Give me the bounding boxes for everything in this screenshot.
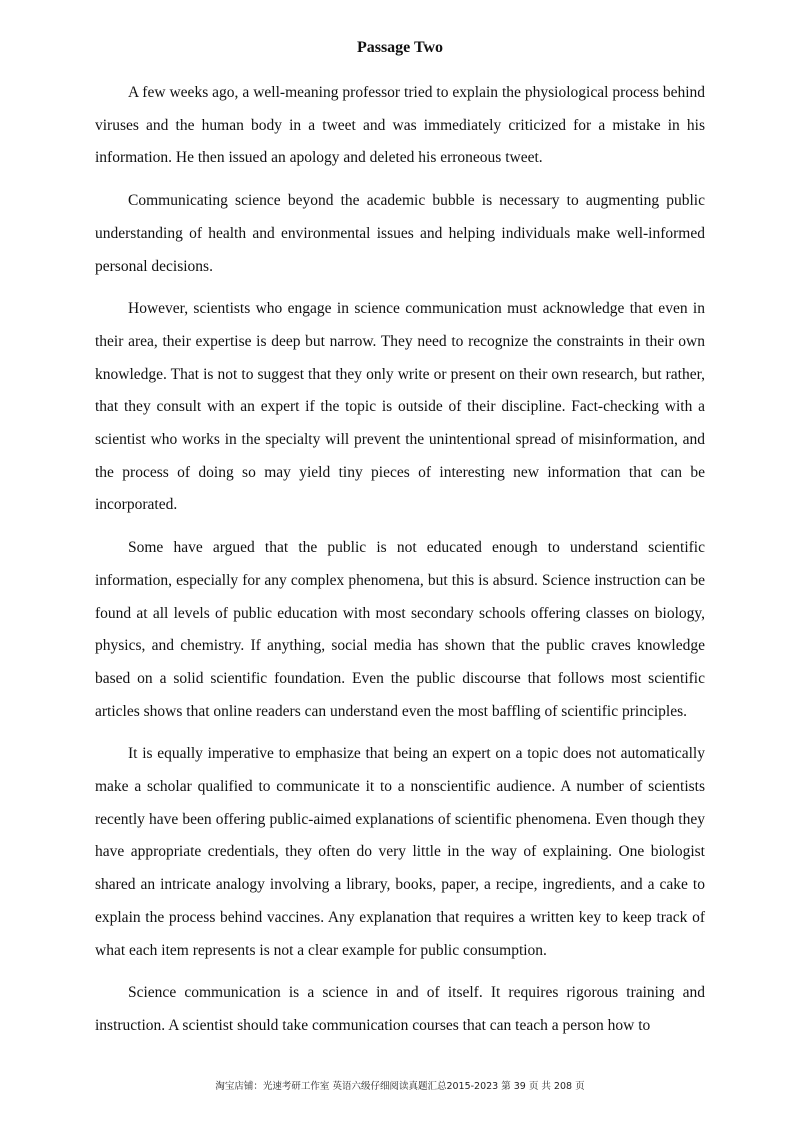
- passage-title: Passage Two: [356, 39, 444, 56]
- paragraph-2: Communicating science beyond the academic bubble is necessary to augmenting public understanding of health and environmental issues and helping individuals make well-informed personal decisions.: [95, 192, 705, 275]
- paragraph-6: Science communication is a science in and of itself. It requires rigorous training and instruction. A scientist should take communication courses that can teach a person how to: [95, 984, 705, 1034]
- paragraph-3: However, scientists who engage in science communication must acknowledge that even in their area, their expertise is deep but narrow. They need to recognize the constraints in their own knowledge. That is not to suggest that they only write or present on their own research, but rather, that they consult with an expert if the topic is outside of their discipline. Fact-checking with a scientist who works in the specialty will prevent the unintentional spread of misinformation, and the process of doing so may yield tiny pieces of interesting new information that can be incorporated.: [95, 300, 705, 514]
- passage-body: [95, 77, 705, 1053]
- paragraph-1: A few weeks ago, a well-meaning professor tried to explain the physiological process behind viruses and the human body in a tweet and was immediately criticized for a mistake in his information. He then issued an apology and deleted his erroneous tweet.: [95, 84, 705, 167]
- paragraph-5: It is equally imperative to emphasize that being an expert on a topic does not automatically make a scholar qualified to communicate it to a nonscientific audience. A number of scientists recently have been offering public-aimed explanations of scientific phenomena. Even though they have appropriate credentials, they often do very little in the way of explaining. One biologist shared an intricate analogy involving a library, books, paper, a recipe, ingredients, and a cake to explain the process behind vaccines. Any explanation that requires a written key to keep track of what each item represents is not a clear example for public consumption.: [95, 745, 705, 959]
- page-footer: 淘宝店铺：光速考研工作室 英语六级仔细阅读真题汇总2015-2023 第 39 页 共 208 页: [215, 1081, 585, 1092]
- paragraph-4: Some have argued that the public is not educated enough to understand scientific information, especially for any complex phenomena, but this is absurd. Science instruction can be found at all levels of public education with most secondary schools offering classes on biology, physics, and chemistry. If anything, social media has shown that the public craves knowledge based on a solid scientific foundation. Even the public discourse that follows most scientific articles shows that online readers can understand even the most baffling of scientific principles.: [95, 539, 705, 720]
